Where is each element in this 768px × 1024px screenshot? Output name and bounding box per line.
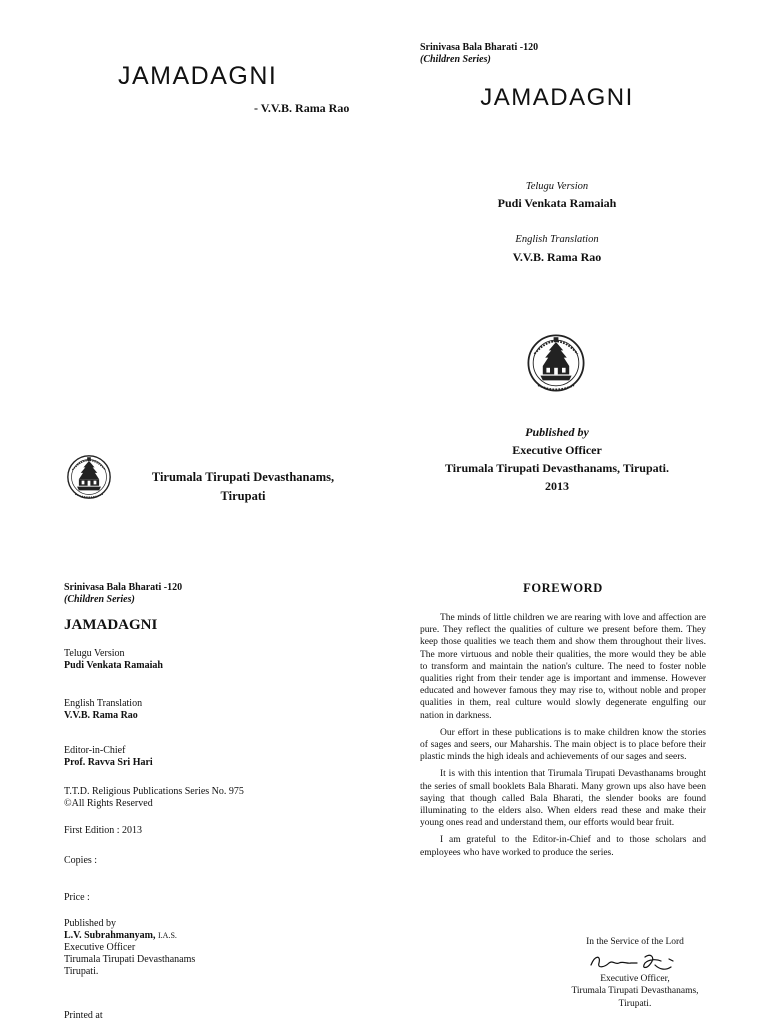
signoff-org: Tirumala Tirupati Devasthanams,	[571, 986, 699, 996]
imprint-rights: ©All Rights Reserved	[64, 798, 153, 809]
imprint-publisher-title: I.A.S.	[158, 931, 177, 940]
foreword-paragraph: The minds of little children we are rearing with love and affection are pure. They reflect the qualities of culture we present before them. They keep those qualities we teach them and show them throughout their lives. The more virtuous and noble their qualities, the more would they be able to transform and maintain the nation's culture. The need to foster noble qualities right from their tender age is important and immense. However educated and however famous they may rise to, without noble and proper qualities in them, real culture would slowly degenerate engulfing our nation in darkness.	[420, 613, 706, 721]
series-name: Srinivasa Bala Bharati -120	[420, 42, 539, 53]
imprint-telugu-label: Telugu Version	[64, 648, 125, 659]
signoff-title: Executive Officer,	[600, 973, 670, 984]
imprint-publisher-name: L.V. Subrahmanyam,	[64, 930, 156, 941]
telugu-version-label: Telugu Version	[525, 181, 589, 192]
publisher-org: Tirumala Tirupati Devasthanams, Tirupati.	[445, 461, 669, 475]
imprint-english-name: V.V.B. Rama Rao	[64, 710, 138, 721]
imprint-ttd-series: T.T.D. Religious Publications Series No. 975	[64, 786, 244, 797]
imprint-series	[64, 582, 182, 606]
publisher-officer: Executive Officer	[512, 443, 602, 457]
imprint-english-block	[64, 698, 142, 722]
imprint-publisher-line	[64, 930, 195, 942]
cover-author: - V.V.B. Rama Rao	[254, 101, 350, 115]
ttd-emblem-icon	[66, 451, 112, 503]
imprint-edition: First Edition : 2013	[64, 825, 143, 836]
imprint-publisher-city: Tirupati.	[64, 966, 99, 977]
imprint-series-name: Srinivasa Bala Bharati -120	[64, 582, 183, 593]
foreword-signoff	[560, 936, 710, 1010]
imprint-editor-block	[64, 745, 153, 769]
imprint-price: Price :	[64, 892, 90, 903]
signature-icon	[585, 951, 685, 973]
imprint-telugu-block	[64, 648, 163, 672]
signoff-city: Tirupati.	[618, 998, 652, 1009]
foreword-paragraph: I am grateful to the Editor-in-Chief and to those scholars and employees who have worked to produce the series.	[420, 835, 706, 858]
imprint-rights-block	[64, 786, 244, 810]
imprint-telugu-name: Pudi Venkata Ramaiah	[64, 660, 163, 671]
title-page-series	[420, 42, 538, 66]
imprint-publisher-block	[64, 918, 195, 978]
imprint-publisher-office: Executive Officer	[64, 942, 136, 953]
english-translation-label: English Translation	[515, 234, 599, 245]
signoff-line: In the Service of the Lord	[586, 937, 684, 947]
telugu-version-author: Pudi Venkata Ramaiah	[497, 196, 617, 210]
cover-publisher	[148, 468, 338, 506]
title-page-title: JAMADAGNI	[480, 84, 634, 111]
imprint-editor-name: Prof. Ravva Sri Hari	[64, 757, 153, 768]
published-by-label: Published by	[525, 425, 589, 439]
imprint-publisher-org: Tirumala Tirupati Devasthanams	[64, 954, 196, 965]
imprint-published-label: Published by	[64, 918, 116, 929]
cover-title: JAMADAGNI	[118, 62, 278, 90]
cover-publisher-line1: Tirumala Tirupati Devasthanams,	[151, 470, 335, 484]
imprint-editor-label: Editor-in-Chief	[64, 745, 126, 756]
english-translator: V.V.B. Rama Rao	[512, 250, 602, 264]
imprint-english-label: English Translation	[64, 698, 143, 709]
imprint-series-subtitle: (Children Series)	[64, 594, 135, 605]
imprint-printed-at: Printed at	[64, 1010, 103, 1021]
foreword-paragraph: It is with this intention that Tirumala Tirupati Devasthanams brought the series of small booklets Bala Bharati. Many grown ups also have been saying that though called Bala Bharati, the slender books are found illuminating to the elders also. When elders read these and make their young ones read and understand them, our efforts would bear fruit.	[420, 769, 706, 829]
foreword-heading: FOREWORD	[523, 581, 603, 595]
foreword-paragraph: Our effort in these publications is to make children know the stories of sages and seers, our Maharshis. The main object is to place before their plastic minds the high ideals and achievements of our sages and seers.	[420, 727, 706, 763]
imprint-title: JAMADAGNI	[64, 617, 158, 633]
ttd-emblem-icon	[526, 330, 586, 396]
series-subtitle: (Children Series)	[420, 54, 491, 65]
publication-year: 2013	[545, 479, 569, 493]
cover-publisher-line2: Tirupati	[220, 489, 266, 503]
foreword-body	[420, 612, 706, 864]
imprint-copies: Copies :	[64, 855, 98, 866]
